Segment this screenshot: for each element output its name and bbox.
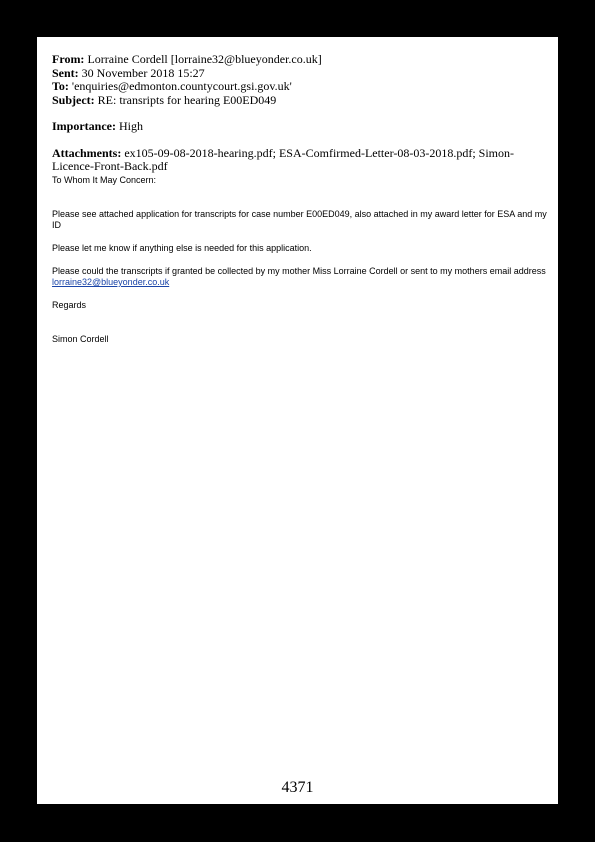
to-row [52,80,547,94]
to-label: To: [52,79,69,93]
body-paragraph-1: Please see attached application for transcripts for case number E00ED049, also attached in my award letter for ESA and my ID [52,209,547,230]
attachments-value: ex105-09-08-2018-hearing.pdf; ESA-Comfirmed-Letter-08-03-2018.pdf; Simon-Licence-Front-Back.pdf [52,145,514,173]
email-body [52,175,547,345]
signature: Simon Cordell [52,334,109,344]
from-label: From: [52,52,85,66]
from-value: Lorraine Cordell [lorraine32@blueyonder.co.uk] [87,52,322,66]
body-paragraph-3 [52,266,547,288]
sent-value: 30 November 2018 15:27 [81,65,205,80]
to-value: 'enquiries@edmonton.countycourt.gsi.gov.uk' [71,79,292,93]
sent-row [52,67,547,81]
document-page [37,37,558,804]
attachments-label: Attachments: [52,145,122,160]
importance-value: High [118,119,143,133]
body-paragraph-2: Please let me know if anything else is needed for this application. [52,243,312,253]
subject-label: Subject: [52,92,95,107]
email-link[interactable]: lorraine32@blueyonder.co.uk [52,277,170,287]
subject-row [52,94,547,108]
page-number: 4371 [281,779,314,796]
subject-value: RE: transripts for hearing E00ED049 [97,92,277,107]
closing: Regards [52,300,87,310]
body-paragraph-3-text: Please could the transcripts if granted be collected by my mother Miss Lorraine Cordell or sent to my mothers email address [52,266,546,276]
importance-row [52,120,547,134]
salutation: To Whom It May Concern: [52,175,157,185]
importance-label: Importance: [52,119,116,133]
email-header [52,53,547,174]
from-row [52,53,547,67]
sent-label: Sent: [52,65,79,80]
attachments-row [52,147,547,174]
